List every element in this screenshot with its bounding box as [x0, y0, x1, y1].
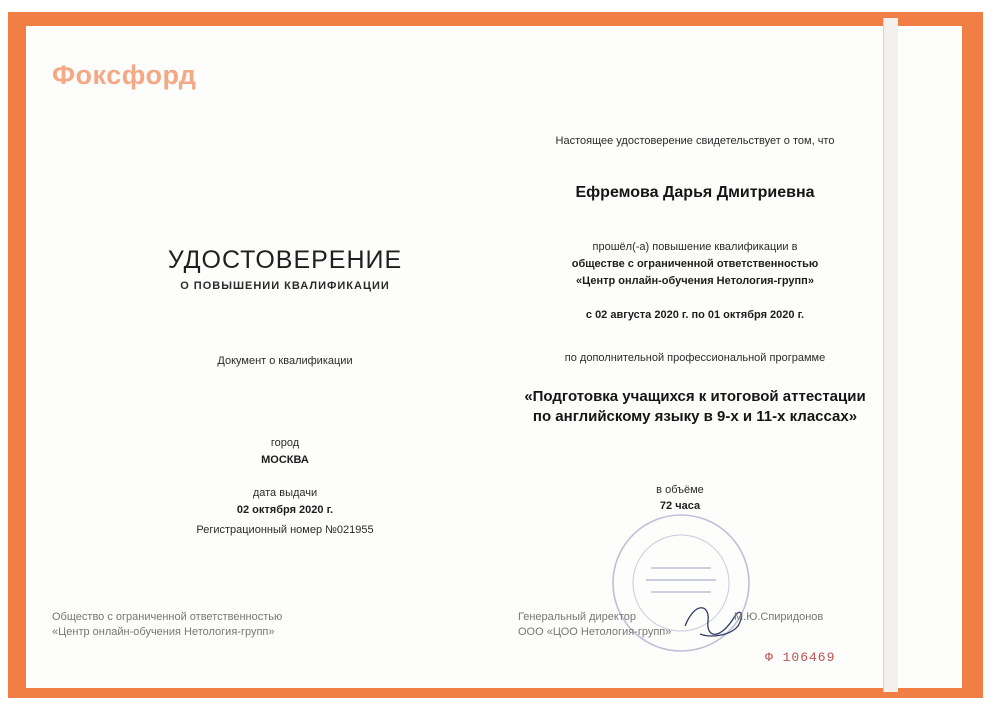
issue-date-value: 02 октября 2020 г.	[236, 504, 334, 516]
issue-date-label: дата выдачи	[252, 487, 318, 499]
director-organization: ООО «ЦОО Нетология-групп»	[518, 626, 672, 638]
city-label: город	[270, 437, 300, 449]
training-period: с 02 августа 2020 г. по 01 октября 2020 г.	[585, 309, 805, 321]
certificate-title: УДОСТОВЕРЕНИЕ	[167, 246, 403, 274]
completion-line-2: обществе с ограниченной ответственностью	[571, 258, 819, 270]
certificate-subtitle: О ПОВЫШЕНИИ КВАЛИФИКАЦИИ	[180, 280, 390, 292]
org-footer-line-2: «Центр онлайн-обучения Нетология-групп»	[52, 626, 275, 638]
program-intro: по дополнительной профессиональной программе	[564, 352, 826, 364]
registration-number: Регистрационный номер №021955	[196, 524, 374, 536]
completion-line-1: прошёл(-а) повышение квалификации в	[592, 241, 798, 253]
program-title-line-1: «Подготовка учащихся к итоговой аттестации	[524, 388, 866, 405]
recipient-name: Ефремова Дарья Дмитриевна	[575, 184, 815, 201]
director-title: Генеральный директор	[518, 611, 636, 623]
foxford-logo: Фоксфорд	[52, 60, 197, 90]
director-name: М.Ю.Спиридонов	[734, 611, 824, 623]
volume-label: в объёме	[656, 484, 704, 496]
volume-value: 72 часа	[659, 500, 701, 512]
document-label: Документ о квалификации	[217, 355, 353, 367]
serial-number: Ф 106469	[765, 650, 836, 665]
intro-text: Настоящее удостоверение свидетельствует о том, что	[555, 135, 835, 147]
program-title-line-2: по английскому языку в 9-х и 11-х классах»	[532, 408, 858, 425]
completion-line-3: «Центр онлайн-обучения Нетология-групп»	[576, 275, 814, 287]
city-value: МОСКВА	[261, 454, 309, 466]
org-footer-line-1: Общество с ограниченной ответственностью	[52, 611, 283, 623]
